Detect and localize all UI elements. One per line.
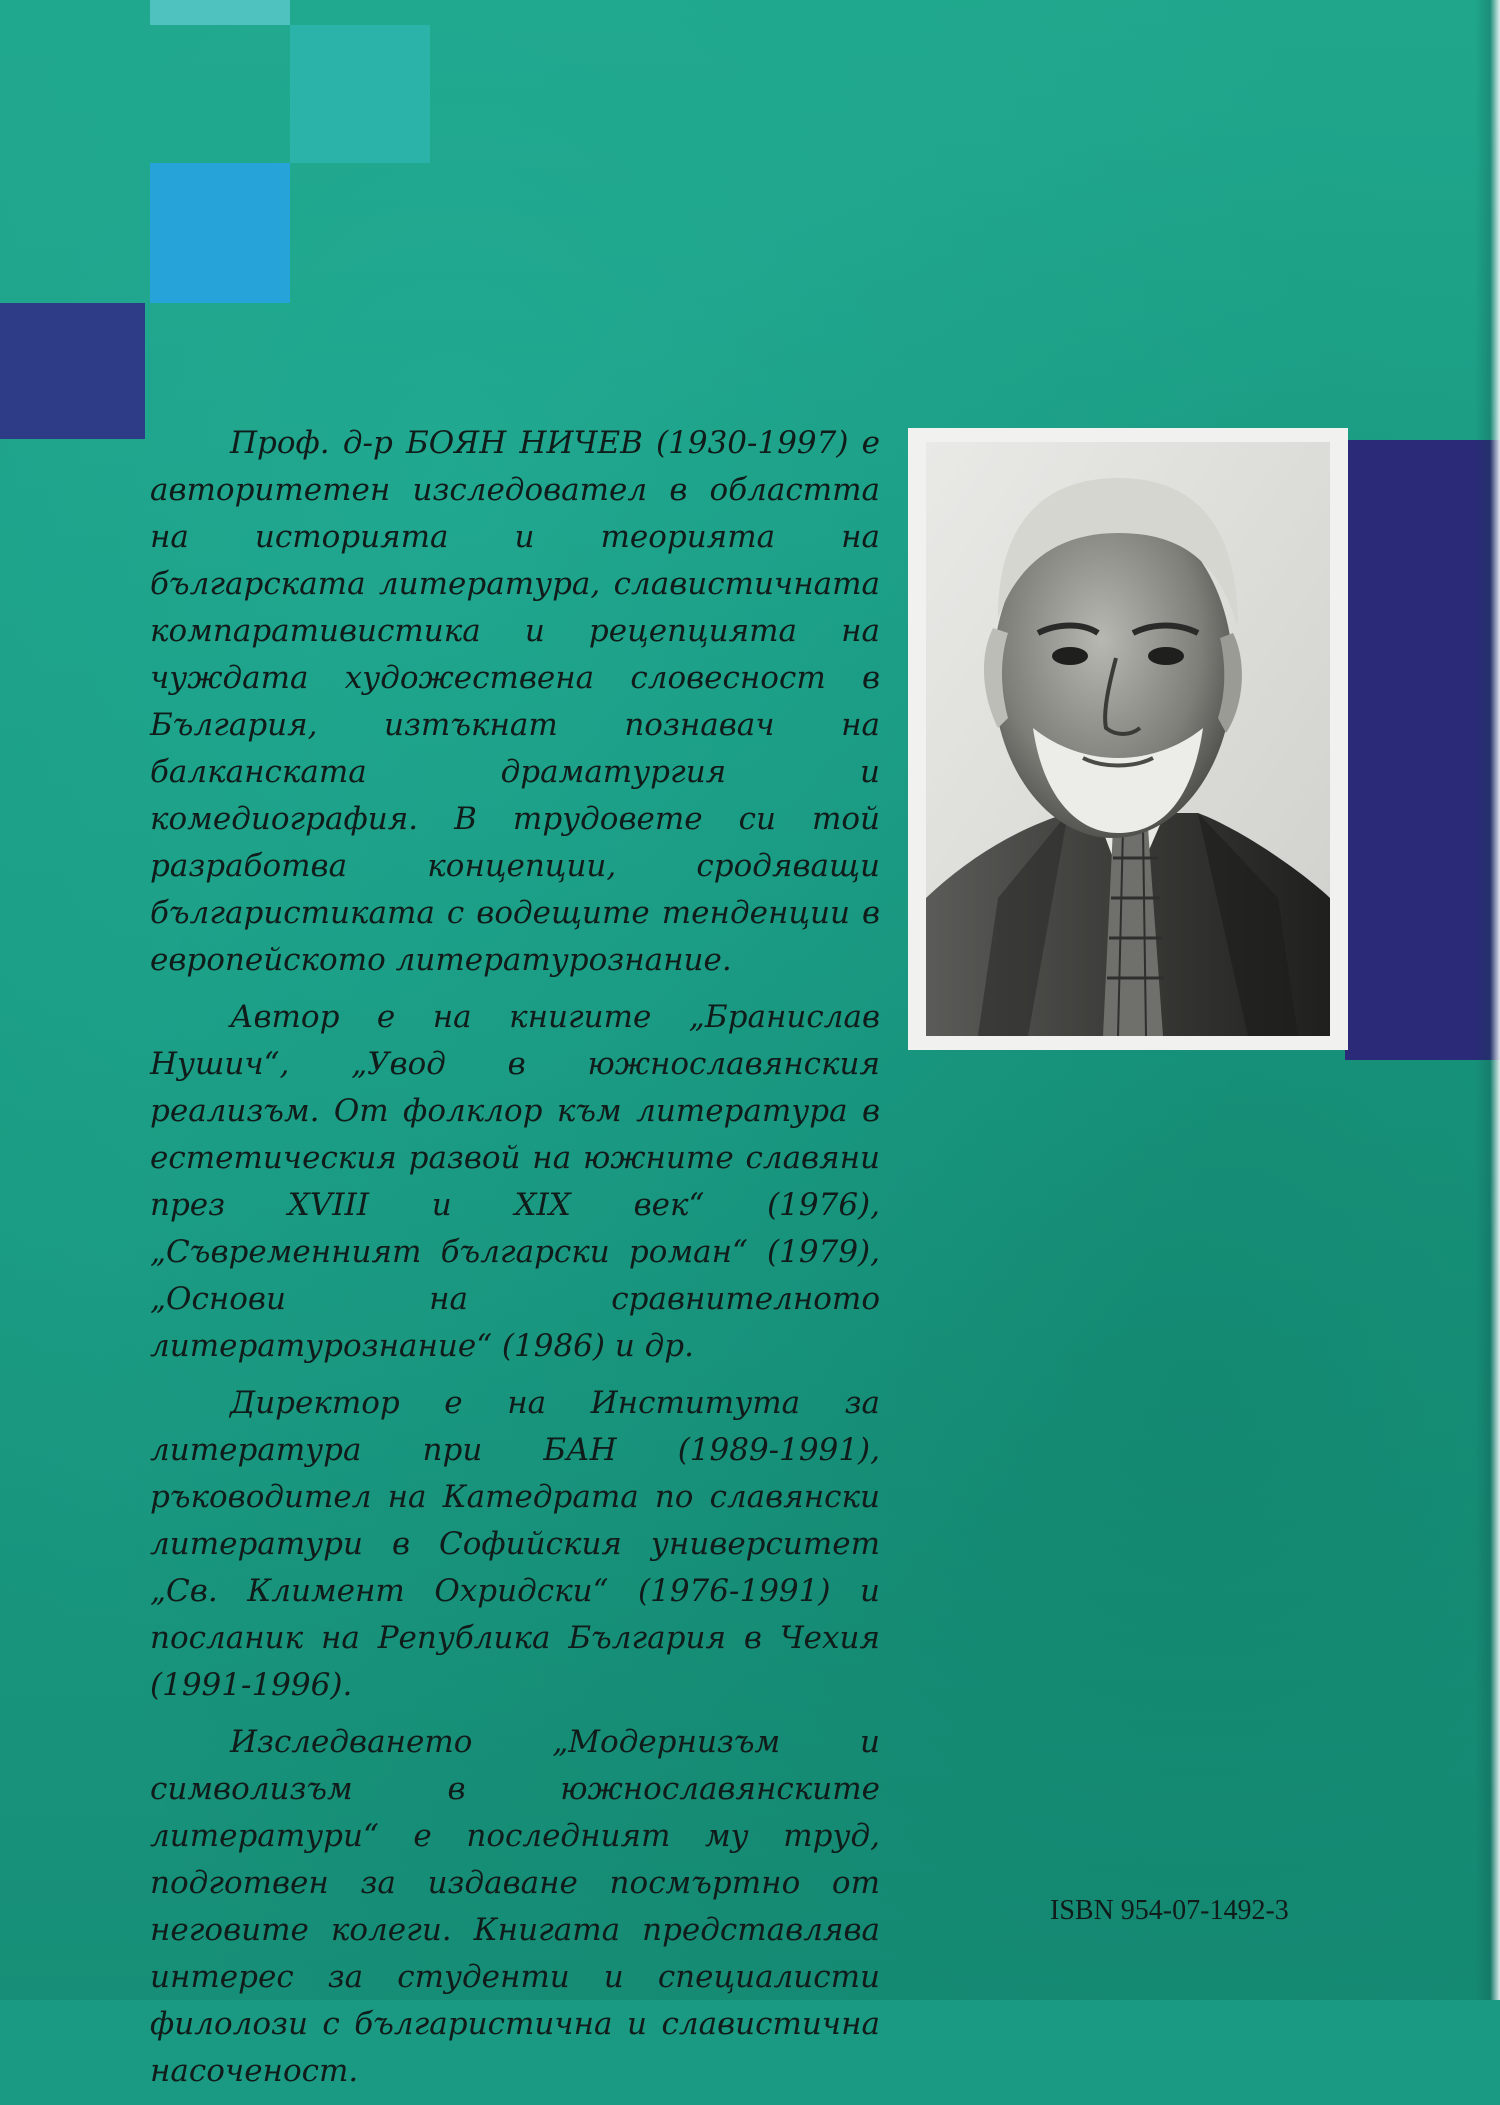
decorative-square-navy [0, 303, 145, 439]
author-portrait-photo [908, 428, 1348, 1050]
author-portrait [908, 428, 1348, 1050]
bio-paragraph-3: Директор е на Института за литература при БАН (1989-1991), ръководител на Катедрата по славянски литератури в Софийския университет „Св. Климент Охридски“ (1976-1991) и посланик на Република България в Чехия (1991-1996). [150, 1385, 880, 1703]
bio-paragraph-4: Изследването „Модернизъм и символизъм в южнославянските литератури“ е последният му труд, подготвен за издаване посмъртно от неговите колеги. Книгата представлява интерес за студенти и специалисти филолози с българистична и славистична насоченост. [150, 1724, 880, 2089]
decorative-square-teal [290, 25, 430, 163]
decorative-square-teal-light [150, 0, 290, 25]
bio-paragraph-1: Проф. д-р БОЯН НИЧЕВ (1930-1997) е авторитетен изследовател в областта на историята и теорията на българската литература, славистичната компаративистика и рецепцията на чуждата художествена словесност в България, изтъкнат познавач на балканската драматургия и комедиография. В трудовете си той разработва концепции, сродяващи българистиката с водещите тенденции в европейското литературознание. [150, 425, 880, 978]
isbn-label: ISBN 954-07-1492-3 [1050, 1895, 1289, 1926]
bio-paragraph-2: Автор е на книгите „Бранислав Нушич“, „Увод в южнославянския реализъм. От фолклор към литература в естетическия развой на южните славяни през XVIII и XIX век“ (1976), „Съвременният български роман“ (1979), „Основи на сравнителното литературознание“ (1986) и др. [150, 999, 880, 1364]
decorative-square-blue [150, 163, 290, 303]
author-biography [150, 420, 880, 2105]
page-edge [1475, 0, 1500, 2000]
